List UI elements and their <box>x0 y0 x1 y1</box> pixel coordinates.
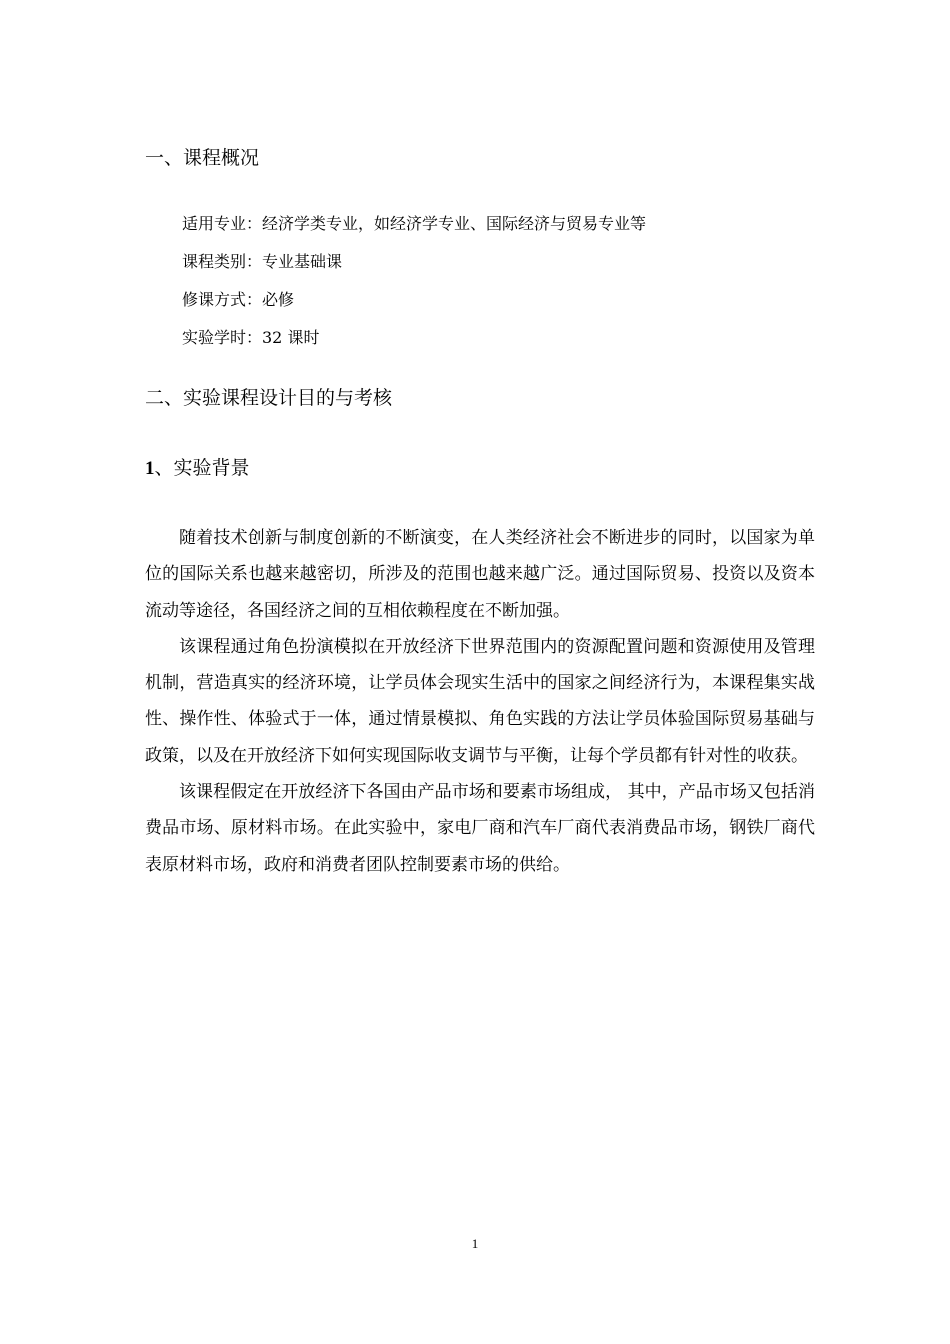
section-heading-design-purpose: 二、实验课程设计目的与考核 <box>145 387 393 409</box>
paragraph: 该课程通过角色扮演模拟在开放经济下世界范围内的资源配置问题和资源使用及管理机制，营造真实的经济环境，让学员体会现实生活中的国家之间经济行为，本课程集实战性、操作性、体验式于一体，通过情景模拟、角色实践的方法让学员体验国际贸易基础与政策，以及在开放经济下如何实现国际收支调节与平衡，让每个学员都有针对性的收获。 <box>145 636 815 766</box>
paragraph: 随着技术创新与制度创新的不断演变，在人类经济社会不断进步的同时，以国家为单位的国际关系也越来越密切，所涉及的范围也越来越广泛。通过国际贸易、投资以及资本流动等途径，各国经济之间的互相依赖程度在不断加强。 <box>145 528 815 621</box>
overview-item-hours: 实验学时：32 课时 <box>182 328 320 347</box>
paragraph: 该课程假定在开放经济下各国由产品市场和要素市场组成， 其中，产品市场又包括消费品市场、原材料市场。在此实验中，家电厂商和汽车厂商代表消费品市场，钢铁厂商代表原材料市场，政府和消费者团队控制要素市场的供给。 <box>145 782 815 875</box>
course-overview-list <box>182 210 646 362</box>
overview-item-category: 课程类别：专业基础课 <box>182 252 343 271</box>
section-heading-course-overview: 一、课程概况 <box>145 147 260 169</box>
background-body <box>145 520 815 883</box>
subsection-number: 1 <box>145 458 155 479</box>
subsection-heading-background <box>145 455 250 482</box>
overview-item-mode: 修课方式：必修 <box>182 290 295 309</box>
page-number: 1 <box>471 1236 479 1251</box>
subsection-title: 、实验背景 <box>154 457 250 479</box>
overview-item-major: 适用专业：经济学类专业，如经济学专业、国际经济与贸易专业等 <box>182 214 647 233</box>
